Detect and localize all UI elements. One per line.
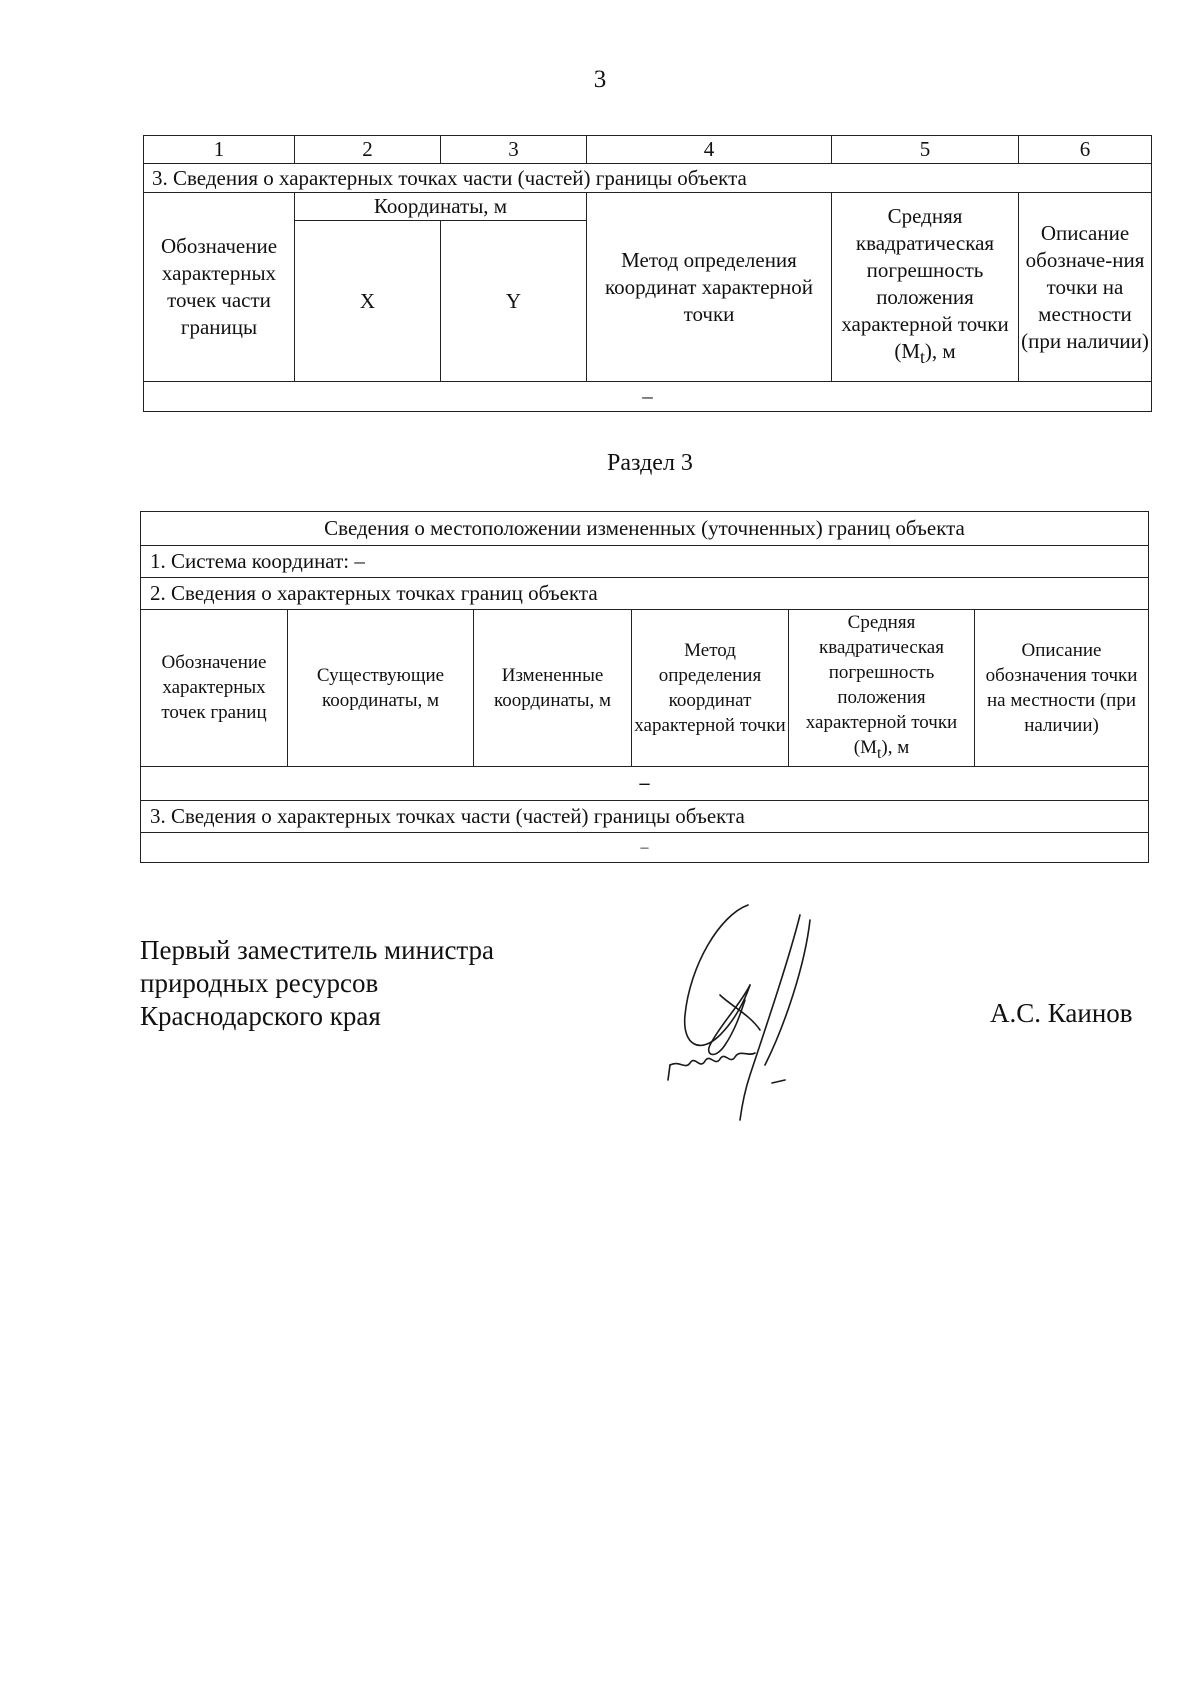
x-header: X <box>295 221 441 382</box>
changed-boundaries-table <box>140 511 1149 863</box>
signer-name: А.С. Каинов <box>990 998 1133 1028</box>
column-number: 2 <box>295 136 441 164</box>
description-header: Описание обозначе-ния точки на местности (при наличии) <box>1019 193 1152 382</box>
error-header <box>789 610 975 767</box>
description-header: Описание обозначения точки на местности (при наличии) <box>975 610 1149 767</box>
section-label: 3. Сведения о характерных точках части (частей) границы объекта <box>144 164 1152 193</box>
part-points-label: 3. Сведения о характерных точках части (частей) границы объекта <box>141 800 1149 832</box>
point-designation-header: Обозначение характерных точек части границы <box>144 193 295 382</box>
column-number: 3 <box>441 136 587 164</box>
existing-coordinates-header: Существующие координаты, м <box>288 610 474 767</box>
empty-value: – <box>141 766 1149 800</box>
handwritten-signature <box>660 895 830 1130</box>
error-header-text: Средняя квадратическая погрешность положения характерной точки (M <box>805 612 958 758</box>
position-line: природных ресурсов <box>140 968 379 998</box>
error-header-tail: ), м <box>924 338 956 363</box>
page-number: 3 <box>593 66 607 93</box>
error-header <box>832 193 1019 382</box>
coordinate-system: 1. Система координат: – <box>141 546 1149 578</box>
error-header-tail: ), м <box>881 737 910 758</box>
characteristic-points-table <box>143 135 1152 412</box>
method-header: Метод определения координат характерной точки <box>587 193 832 382</box>
column-number: 5 <box>832 136 1019 164</box>
error-header-subscript: t <box>876 744 882 762</box>
position-line: Первый заместитель министра <box>140 935 495 965</box>
signer-position <box>140 934 494 1033</box>
method-header: Метод определения координат характерной точки <box>632 610 789 767</box>
boundary-points-label: 2. Сведения о характерных точках границ объекта <box>141 578 1149 610</box>
error-header-text: Средняя квадратическая погрешность положения характерной точки (M <box>841 203 1009 363</box>
empty-value: – <box>144 382 1152 412</box>
error-header-subscript: t <box>920 347 925 368</box>
column-number: 4 <box>587 136 832 164</box>
y-header: Y <box>441 221 587 382</box>
table-title: Сведения о местоположении измененных (уточненных) границ объекта <box>141 512 1149 546</box>
column-number: 1 <box>144 136 295 164</box>
section-title: Раздел 3 <box>607 450 693 476</box>
empty-value: – <box>141 832 1149 862</box>
changed-coordinates-header: Измененные координаты, м <box>474 610 632 767</box>
column-numbers-row <box>144 136 1152 164</box>
coordinates-header: Координаты, м <box>295 193 587 221</box>
point-designation-header: Обозначение характерных точек границ <box>141 610 288 767</box>
position-line: Краснодарского края <box>140 1001 381 1031</box>
column-number: 6 <box>1019 136 1152 164</box>
